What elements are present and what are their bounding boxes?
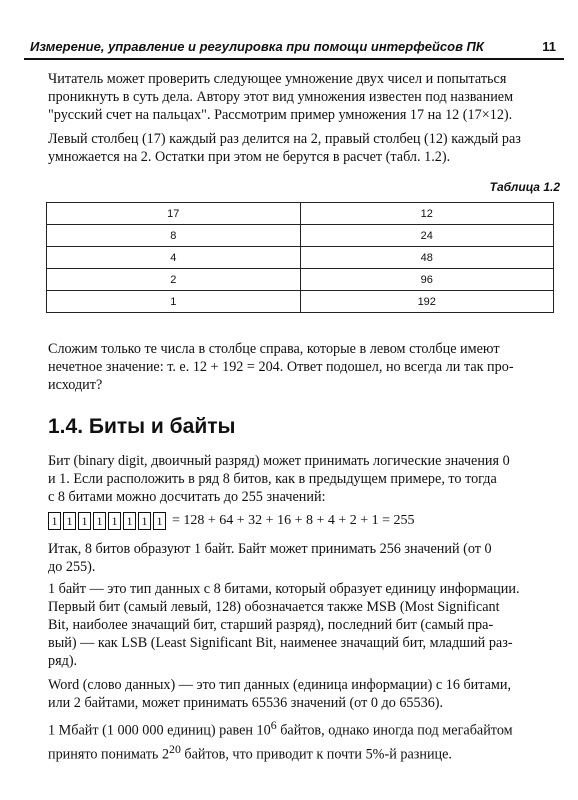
text-line: Word (слово данных) — это тип данных (единица информации) с 16 битами, bbox=[48, 677, 512, 693]
text-line: с 8 битами можно досчитать до 255 значений: bbox=[48, 489, 326, 505]
text-line: Bit, наиболее значащий бит, старший разряд), последний бит (самый пра- bbox=[48, 617, 494, 633]
multiplication-table bbox=[46, 202, 554, 313]
text-run: байтов, однако иногда под мегабайтом bbox=[276, 722, 513, 739]
text-line: и 1. Если расположить в ряд 8 битов, как в предыдущем примере, то тогда bbox=[48, 471, 497, 487]
table-cell-right: 96 bbox=[300, 269, 554, 291]
table-caption: Таблица 1.2 bbox=[489, 180, 560, 194]
table-cell-left: 4 bbox=[47, 247, 301, 269]
megabyte-paragraph bbox=[48, 716, 570, 763]
bit-box: 1 bbox=[123, 512, 136, 530]
byte-paragraph bbox=[48, 540, 570, 576]
table-row bbox=[47, 203, 554, 225]
bits-example bbox=[48, 511, 415, 531]
text-line bbox=[48, 740, 570, 764]
intro-paragraph bbox=[48, 70, 570, 124]
text-line: Бит (binary digit, двоичный разряд) может принимать логические значения 0 bbox=[48, 453, 510, 469]
table-cell-left: 17 bbox=[47, 203, 301, 225]
table-cell-right: 192 bbox=[300, 291, 554, 313]
sum-paragraph bbox=[48, 340, 570, 394]
text-run: принято понимать 2 bbox=[48, 746, 170, 763]
table-cell-left: 1 bbox=[47, 291, 301, 313]
text-line: "русский счет на пальцах". Рассмотрим пример умножения 17 на 12 (17×12). bbox=[48, 107, 513, 123]
table-row bbox=[47, 269, 554, 291]
page-number: 11 bbox=[542, 39, 556, 54]
text-line: или 2 байтами, может принимать 65536 значений (от 0 до 65536). bbox=[48, 695, 444, 711]
table-cell-left: 8 bbox=[47, 225, 301, 247]
text-line: Итак, 8 битов образуют 1 байт. Байт может принимать 256 значений (от 0 bbox=[48, 541, 492, 557]
text-line: Сложим только те числа в столбце справа, которые в левом столбце имеют bbox=[48, 341, 500, 357]
table-row bbox=[47, 291, 554, 313]
bit-box: 1 bbox=[93, 512, 106, 530]
bit-definition-paragraph bbox=[48, 452, 570, 506]
text-line: ряд). bbox=[48, 653, 78, 669]
text-line: Первый бит (самый левый, 128) обозначается также MSB (Most Significant bbox=[48, 599, 500, 615]
table-intro-paragraph bbox=[48, 130, 570, 166]
text-line: Левый столбец (17) каждый раз делится на 2, правый столбец (12) каждый раз bbox=[48, 131, 521, 147]
text-run: байтов, что приводит к почти 5%-й разнице. bbox=[180, 746, 452, 763]
header-rule bbox=[24, 58, 564, 60]
text-line: до 255). bbox=[48, 559, 96, 575]
text-run: 1 Мбайт (1 000 000 единиц) равен 10 bbox=[48, 722, 271, 739]
text-line: проникнуть в суть дела. Автору этот вид умножения известен под названием bbox=[48, 89, 514, 105]
byte-definition-paragraph bbox=[48, 580, 570, 670]
bit-box: 1 bbox=[153, 512, 166, 530]
text-line: Читатель может проверить следующее умножение двух чисел и попытаться bbox=[48, 71, 507, 87]
table-cell-right: 24 bbox=[300, 225, 554, 247]
text-line: исходит? bbox=[48, 377, 103, 393]
exponent: 6 bbox=[270, 718, 277, 732]
bits-equation: = 128 + 64 + 32 + 16 + 8 + 4 + 2 + 1 = 255 bbox=[172, 513, 415, 528]
exponent: 20 bbox=[169, 741, 181, 756]
running-header bbox=[24, 36, 564, 60]
text-line: 1 байт — это тип данных с 8 битами, который образует единицу информации. bbox=[48, 581, 520, 597]
table-row bbox=[47, 225, 554, 247]
table-cell-left: 2 bbox=[47, 269, 301, 291]
section-heading: 1.4. Биты и байты bbox=[48, 415, 236, 438]
table-cell-right: 48 bbox=[300, 247, 554, 269]
text-line: нечетное значение: т. е. 12 + 192 = 204. Ответ подошел, но всегда ли так про- bbox=[48, 359, 514, 375]
table-row bbox=[47, 247, 554, 269]
bit-box: 1 bbox=[48, 512, 61, 530]
bit-box: 1 bbox=[108, 512, 121, 530]
header-title: Измерение, управление и регулировка при помощи интерфейсов ПК bbox=[30, 39, 484, 54]
text-line bbox=[48, 716, 570, 740]
bit-box: 1 bbox=[138, 512, 151, 530]
text-line: вый) — как LSB (Least Significant Bit, наименее значащий бит, младший раз- bbox=[48, 635, 513, 651]
bit-box: 1 bbox=[63, 512, 76, 530]
table-cell-right: 12 bbox=[300, 203, 554, 225]
bit-box: 1 bbox=[78, 512, 91, 530]
text-line: умножается на 2. Остатки при этом не берутся в расчет (табл. 1.2). bbox=[48, 149, 451, 165]
word-definition-paragraph bbox=[48, 676, 570, 712]
